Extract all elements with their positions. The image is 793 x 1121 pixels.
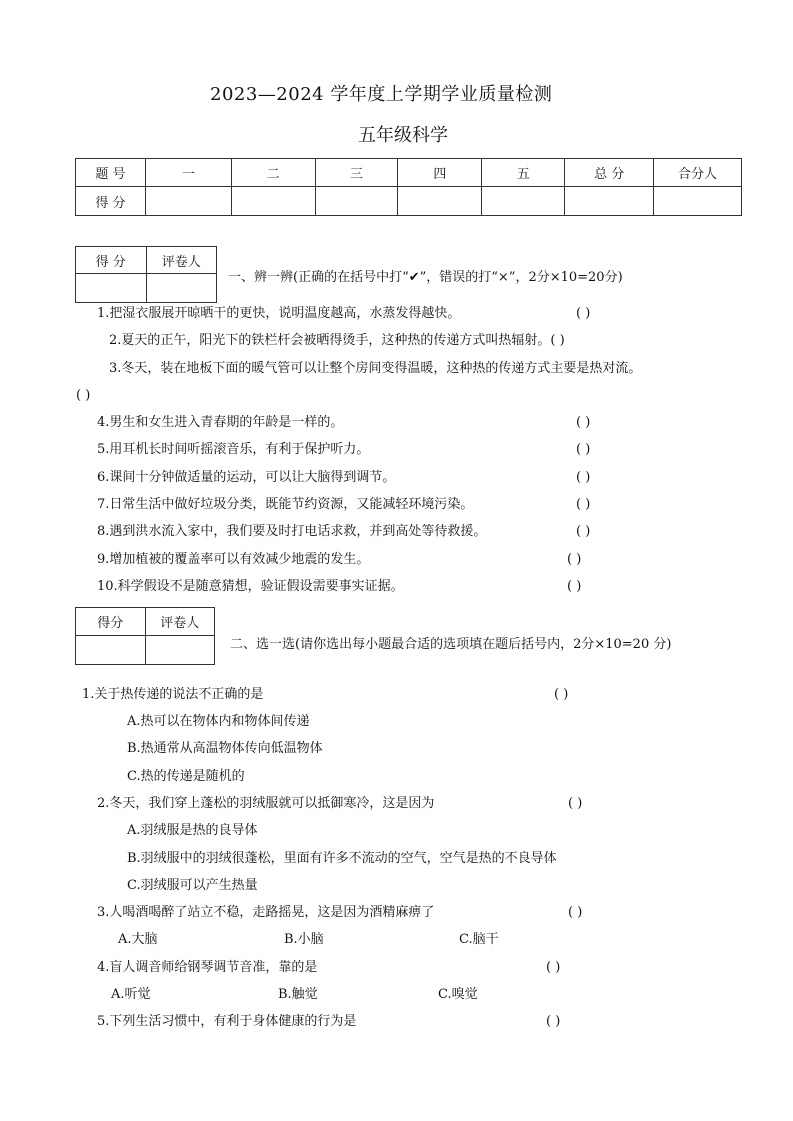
score-table-cell: 得 分 xyxy=(76,187,146,216)
answer-paren[interactable]: ( ) xyxy=(567,552,582,567)
score-table-cell: 四 xyxy=(398,159,482,187)
judge-item-5: 5.用耳机长时间听摇滚音乐，有利于保护听力。 xyxy=(97,442,370,457)
score-table xyxy=(75,158,742,216)
choice-question-5: 5.下列生活习惯中，有利于身体健康的行为是 xyxy=(97,1014,357,1029)
score-input-cell[interactable] xyxy=(315,187,398,216)
answer-paren[interactable]: ( ) xyxy=(576,415,591,430)
answer-paren[interactable]: ( ) xyxy=(554,687,569,702)
judge-item-10: 10.科学假设不是随意猜想，验证假设需要事实证据。 xyxy=(97,579,404,594)
judge-item-8: 8.遇到洪水流入家中，我们要及时打电话求救，并到高处等待救援。 xyxy=(97,524,487,539)
choice-option[interactable]: B.热通常从高温物体传向低温物体 xyxy=(127,741,323,756)
choice-option[interactable]: B.羽绒服中的羽绒很蓬松，里面有许多不流动的空气，空气是热的不良导体 xyxy=(127,851,557,866)
answer-paren[interactable]: ( ) xyxy=(576,497,591,512)
answer-paren[interactable]: ( ) xyxy=(546,960,561,975)
answer-paren[interactable]: ( ) xyxy=(576,306,591,321)
answer-paren[interactable]: ( ) xyxy=(546,1014,561,1029)
choice-option[interactable]: C.脑干 xyxy=(459,932,499,947)
grader-name-cell[interactable] xyxy=(146,274,217,303)
choice-option[interactable]: A.羽绒服是热的良导体 xyxy=(127,823,258,838)
score-table-header-row xyxy=(76,159,742,187)
choice-question-1: 1.关于热传递的说法不正确的是 xyxy=(82,687,264,702)
answer-paren[interactable]: ( ) xyxy=(576,442,591,457)
judge-item-9: 9.增加植被的覆盖率可以有效减少地震的发生。 xyxy=(97,552,370,567)
grader-name-cell[interactable] xyxy=(145,636,215,665)
page-subtitle: 五年级科学 xyxy=(358,125,448,146)
choice-option[interactable]: C.嗅觉 xyxy=(438,987,478,1002)
grader-name-label: 评卷人 xyxy=(145,608,215,636)
judge-item-4: 4.男生和女生进入青春期的年龄是一样的。 xyxy=(97,415,344,430)
judge-item-3: 3.冬天，装在地板下面的暖气管可以让整个房间变得温暖，这种热的传递方式主要是热对流。 xyxy=(109,361,642,376)
choice-question-2: 2.冬天，我们穿上蓬松的羽绒服就可以抵御寒冷，这是因为 xyxy=(97,796,435,811)
grader-name-label: 评卷人 xyxy=(146,247,217,274)
choice-option[interactable]: A.听觉 xyxy=(111,987,151,1002)
score-table-cell: 一 xyxy=(145,159,231,187)
choice-option[interactable]: A.热可以在物体内和物体间传递 xyxy=(127,714,310,729)
answer-paren[interactable]: ( ) xyxy=(568,796,583,811)
section2-heading: 二、选一选(请你选出每小题最合适的选项填在题后括号内，2分×10=20 分) xyxy=(230,637,672,652)
score-table-cell: 五 xyxy=(482,159,565,187)
grader-score-cell[interactable] xyxy=(76,636,146,665)
choice-option[interactable]: A.大脑 xyxy=(118,932,158,947)
score-table-cell: 合分人 xyxy=(654,159,742,187)
choice-option[interactable]: B.触觉 xyxy=(278,987,318,1002)
grader-score-cell[interactable] xyxy=(76,274,147,303)
judge-item-6: 6.课间十分钟做适量的运动，可以让大脑得到调节。 xyxy=(97,470,396,485)
score-table-cell: 题 号 xyxy=(76,159,146,187)
grader-score-label: 得 分 xyxy=(76,247,147,274)
page-title: 2023—2024 学年度上学期学业质量检测 xyxy=(210,84,553,105)
choice-option[interactable]: B.小脑 xyxy=(284,932,324,947)
answer-paren[interactable]: ( ) xyxy=(76,388,91,403)
score-table-cell: 二 xyxy=(231,159,315,187)
section2-grader-box xyxy=(75,607,215,665)
score-table-cell: 三 xyxy=(315,159,398,187)
choice-option[interactable]: C.羽绒服可以产生热量 xyxy=(127,878,258,893)
score-input-cell[interactable] xyxy=(654,187,742,216)
section1-heading: 一、辨一辨(正确的在括号中打“✔”，错误的打“×”，2分×10=20分) xyxy=(228,270,623,285)
score-input-cell[interactable] xyxy=(482,187,565,216)
score-table-cell: 总 分 xyxy=(565,159,654,187)
grader-score-label: 得分 xyxy=(76,608,146,636)
score-input-cell[interactable] xyxy=(398,187,482,216)
score-input-cell[interactable] xyxy=(565,187,654,216)
answer-paren[interactable]: ( ) xyxy=(567,579,582,594)
score-table-score-row xyxy=(76,187,742,216)
answer-paren[interactable]: ( ) xyxy=(568,905,583,920)
judge-item-2: 2.夏天的正午，阳光下的铁栏杆会被晒得烫手，这种热的传递方式叫热辐射。( ) xyxy=(109,333,565,348)
score-input-cell[interactable] xyxy=(145,187,231,216)
judge-item-7: 7.日常生活中做好垃圾分类，既能节约资源，又能减轻环境污染。 xyxy=(97,497,474,512)
score-input-cell[interactable] xyxy=(231,187,315,216)
section1-grader-box xyxy=(75,246,217,303)
answer-paren[interactable]: ( ) xyxy=(576,470,591,485)
choice-question-3: 3.人喝酒喝醉了站立不稳，走路摇晃，这是因为酒精麻痹了 xyxy=(97,905,435,920)
answer-paren[interactable]: ( ) xyxy=(576,524,591,539)
choice-question-4: 4.盲人调音师给钢琴调节音准，靠的是 xyxy=(97,960,318,975)
judge-item-1: 1.把湿衣服展开晾晒干的更快，说明温度越高，水蒸发得越快。 xyxy=(97,306,461,321)
choice-option[interactable]: C.热的传递是随机的 xyxy=(127,769,245,784)
